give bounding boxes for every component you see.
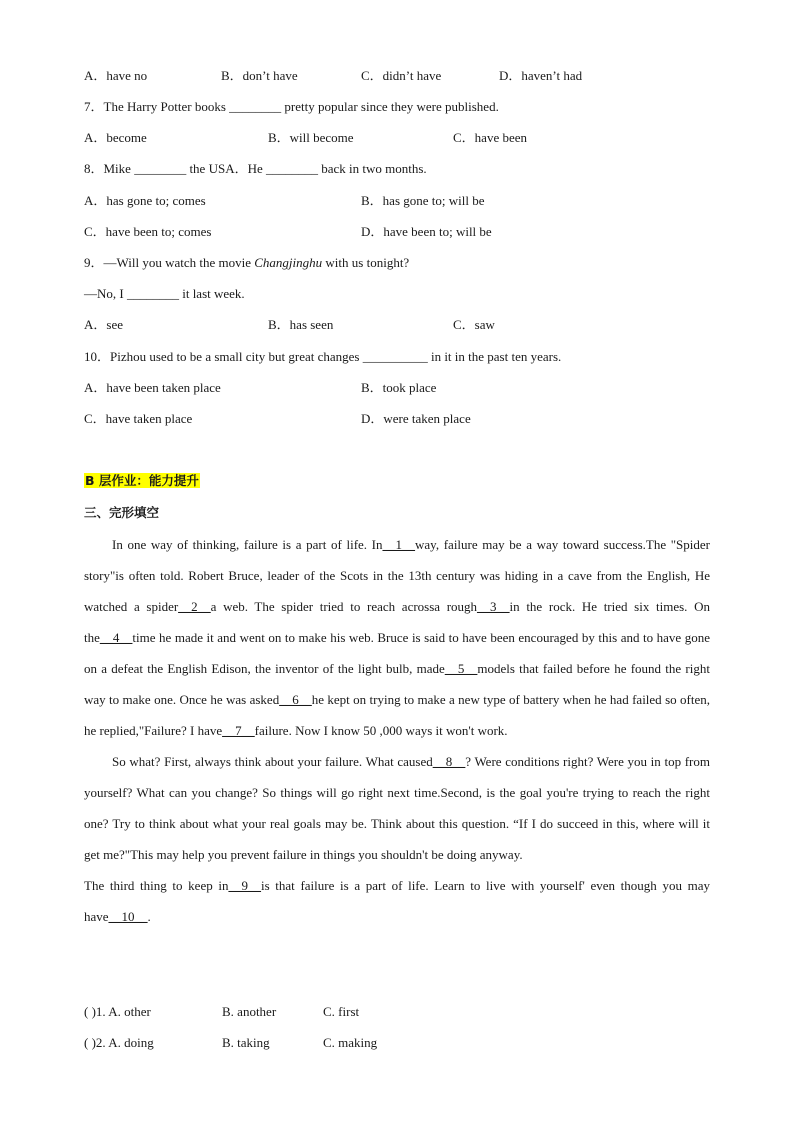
q6-option-d: D．haven’t had (499, 68, 583, 83)
cloze-paragraph-1: In one way of thinking, failure is a part of life. In__1__way, failure may be a way toward success.The "Spider story"is often told. Robert Bruce, leader of the Scots in the 13th century was hiding in a cave from the English, He watched a spider__2__a web. The spider tried to reach acrossa rough__3__in the rock. He tried six times. On the__4__time he made it and went on to make his web. Bruce is said to have been encouraged by this and to have gone on a defeat the English Edison, the inventor of the light bulb, made__5__models that failed before he found the right way to make one. Once he was asked__6__he kept on trying to make a new type of battery when he had failed so often, he replied,"Failure? I have__7__failure. Now I know 50 ,000 ways it won't work. (84, 537, 710, 738)
q8-option-b: B．has gone to; will be (361, 193, 485, 208)
section-b-heading: B 层作业：能力提升 (85, 473, 199, 488)
q8-option-c: C．have been to; comes (84, 224, 212, 239)
section-3-heading: 三、完形填空 (84, 505, 160, 520)
q7-option-b: B．will become (268, 130, 354, 145)
q8-option-a: A．has gone to; comes (84, 193, 206, 208)
q8-option-d: D．have been to; will be (361, 224, 492, 239)
q7-option-c: C．have been (453, 130, 528, 145)
q8-stem: 8．Mike ________ the USA．He ________ back in two months. (84, 161, 427, 176)
cloze-q1-option-a: ( )1. A. other (84, 1004, 151, 1019)
q6-option-c: C．didn’t have (361, 68, 442, 83)
q7-option-a: A．become (84, 130, 147, 145)
q10-stem: 10．Pizhou used to be a small city but great changes __________ in it in the past ten years. (84, 349, 562, 364)
q10-option-c: C．have taken place (84, 411, 193, 426)
q9-option-a: A．see (84, 317, 123, 332)
q10-option-a: A．have been taken place (84, 380, 221, 395)
q10-option-b: B．took place (361, 380, 437, 395)
q9-stem: 9．—Will you watch the movie Changjinghu with us tonight? (84, 255, 410, 270)
q6-option-a: A．have no (84, 68, 148, 83)
cloze-q2-option-b: B. taking (222, 1035, 270, 1050)
cloze-paragraph-3: The third thing to keep in__9__is that failure is a part of life. Learn to live with yourself' even though you may have__10__. (84, 878, 710, 924)
cloze-q2-option-a: ( )2. A. doing (84, 1035, 154, 1050)
q10-option-d: D．were taken place (361, 411, 471, 426)
cloze-q2-option-c: C. making (323, 1035, 378, 1050)
cloze-q1-option-b: B. another (222, 1004, 277, 1019)
q9-reply: —No, I ________ it last week. (84, 286, 245, 301)
q6-option-b: B．don’t have (221, 68, 298, 83)
cloze-passage (84, 529, 710, 932)
q7-stem: 7．The Harry Potter books ________ pretty popular since they were published. (84, 99, 499, 114)
cloze-q1-option-c: C. first (323, 1004, 360, 1019)
q9-option-b: B．has seen (268, 317, 334, 332)
cloze-paragraph-2: So what? First, always think about your failure. What caused__8__? Were conditions right? Were you in top from yourself? What can you change? So things will go right next time.Second, is the goal you're trying to reach the right one? Try to think about what your real goals may be. Think about this question. “If I do succeed in this, where will it get me?"This may help you prevent failure in things you shouldn't be doing anyway. (84, 754, 710, 862)
q9-option-c: C．saw (453, 317, 495, 332)
